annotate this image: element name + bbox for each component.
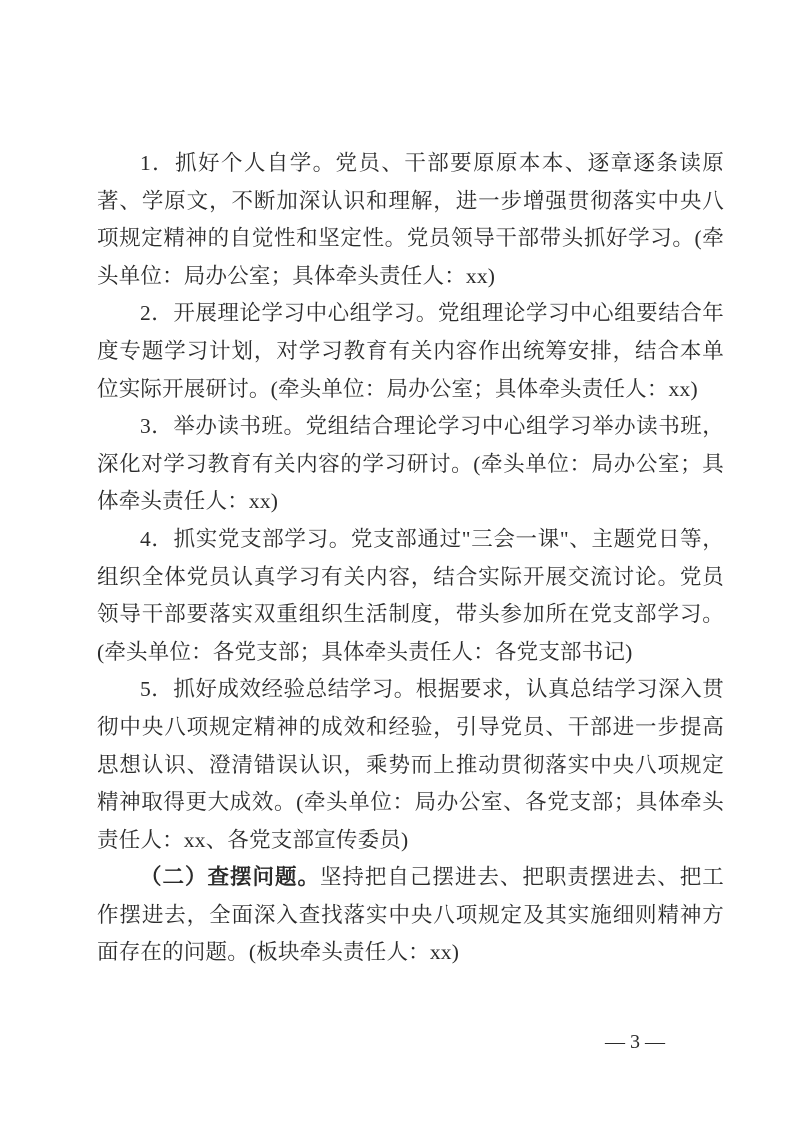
page-number: — 3 — bbox=[605, 1031, 665, 1053]
paragraph-6-lead: （二）查摆问题。 bbox=[140, 865, 320, 890]
paragraph-2 bbox=[97, 295, 724, 408]
paragraph-1-text: 1．抓好个人自学。党员、干部要原原本本、逐章逐条读原著、学原文，不断加深认识和理解，进一步增强贯彻落实中央八项规定精神的自觉性和坚定性。党员领导干部带头抓好学习。(牵头单位：局办公室；具体牵头责任人：xx) bbox=[97, 151, 724, 288]
paragraph-5 bbox=[97, 671, 724, 859]
paragraph-4-text: 4．抓实党支部学习。党支部通过"三会一课"、主题党日等，组织全体党员认真学习有关内容，结合实际开展交流讨论。党员领导干部要落实双重组织生活制度，带头参加所在党支部学习。(牵头单位：各党支部；具体牵头责任人：各党支部书记) bbox=[97, 526, 724, 664]
paragraph-3-text: 3．举办读书班。党组结合理论学习中心组学习举办读书班，深化对学习教育有关内容的学习研讨。(牵头单位：局办公室；具体牵头责任人：xx) bbox=[97, 414, 724, 514]
document-body bbox=[97, 145, 724, 972]
paragraph-2-text: 2．开展理论学习中心组学习。党组理论学习中心组要结合年度专题学习计划，对学习教育有关内容作出统筹安排，结合本单位实际开展研讨。(牵头单位：局办公室；具体牵头责任人：xx) bbox=[97, 301, 724, 401]
paragraph-5-text: 5．抓好成效经验总结学习。根据要求，认真总结学习深入贯彻中央八项规定精神的成效和经验，引导党员、干部进一步提高思想认识、澄清错误认识，乘势而上推动贯彻落实中央八项规定精神取得更大成效。(牵头单位：局办公室、各党支部；具体牵头责任人：xx、各党支部宣传委员) bbox=[97, 677, 724, 852]
paragraph-6 bbox=[97, 859, 724, 972]
paragraph-6-text: 坚持把自己摆进去、把职责摆进去、把工作摆进去，全面深入查找落实中央八项规定及其实施细则精神方面存在的问题。(板块牵头责任人：xx) bbox=[97, 865, 724, 965]
paragraph-4 bbox=[97, 521, 724, 671]
paragraph-3 bbox=[97, 408, 724, 521]
paragraph-1 bbox=[97, 145, 724, 295]
